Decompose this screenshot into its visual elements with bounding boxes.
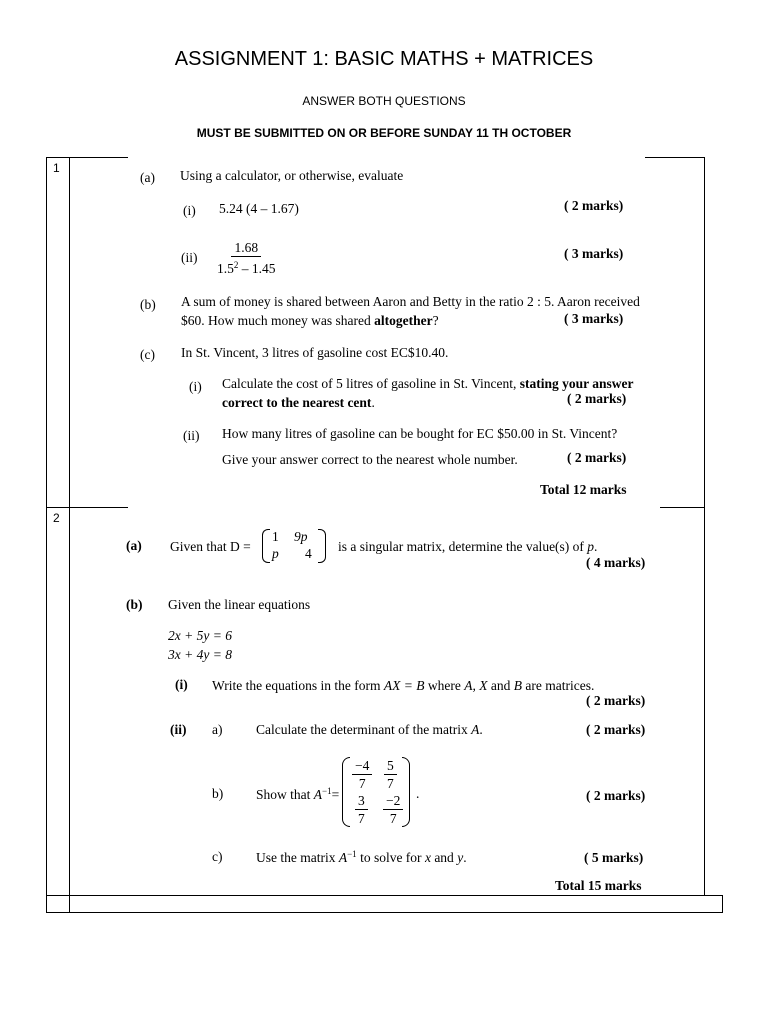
fraction-numerator: 3 bbox=[355, 793, 368, 810]
fraction-denominator: 7 bbox=[358, 776, 366, 791]
total-marks: Total 15 marks bbox=[555, 878, 642, 893]
marks: ( 2 marks) bbox=[567, 391, 627, 406]
matrix-entry: 9p bbox=[294, 529, 308, 544]
marks: ( 2 marks) bbox=[586, 722, 646, 737]
punctuation: . bbox=[416, 786, 420, 801]
text: to solve for bbox=[356, 850, 425, 865]
subpart-label: (ii) bbox=[181, 250, 198, 265]
part-text: Given the linear equations bbox=[168, 597, 311, 612]
text: = bbox=[331, 787, 340, 802]
variable: A bbox=[313, 787, 323, 802]
subpart-label: (ii) bbox=[170, 722, 187, 737]
marks: ( 5 marks) bbox=[584, 850, 644, 865]
fraction-denominator: 7 bbox=[389, 811, 397, 826]
exponent: −1 bbox=[322, 786, 332, 796]
table-row-divider-right bbox=[660, 507, 705, 508]
item-label: a) bbox=[212, 722, 223, 737]
subpart-label: (i) bbox=[189, 379, 202, 394]
text: Write the equations in the form bbox=[212, 678, 384, 693]
table-border-number-column bbox=[69, 157, 70, 913]
table-border-top-right bbox=[645, 157, 705, 158]
table-row-divider bbox=[46, 895, 723, 896]
part-text-line: A sum of money is shared between Aaron and Betty in the ratio 2 : 5. Aaron received bbox=[181, 294, 640, 309]
equation: 3x + 4y = 8 bbox=[168, 647, 232, 662]
part-text bbox=[338, 539, 597, 555]
part-text-line bbox=[222, 395, 375, 411]
deadline: MUST BE SUBMITTED ON OR BEFORE SUNDAY 11 TH OCTOBER bbox=[196, 126, 572, 140]
text: ? bbox=[432, 313, 439, 328]
part-text bbox=[256, 849, 467, 866]
fraction-numerator: −2 bbox=[383, 793, 403, 810]
matrix-entry bbox=[355, 793, 368, 826]
total-marks: Total 12 marks bbox=[540, 482, 627, 497]
item-label: c) bbox=[212, 849, 223, 864]
matrix-entry bbox=[383, 793, 403, 826]
fraction-expression bbox=[214, 240, 279, 276]
text: are matrices. bbox=[522, 678, 595, 693]
emphasis: stating your answer bbox=[519, 376, 634, 391]
equation: AX = B bbox=[383, 678, 425, 693]
part-text: Using a calculator, or otherwise, evaluate bbox=[180, 168, 404, 183]
marks: ( 4 marks) bbox=[586, 555, 646, 570]
table-border-left bbox=[46, 157, 47, 913]
variable: A bbox=[471, 722, 480, 737]
table-border-top-left bbox=[46, 157, 128, 158]
part-text-line: Give your answer correct to the nearest whole number. bbox=[222, 452, 518, 467]
text: . bbox=[371, 395, 375, 410]
table-border-right-bottom bbox=[722, 895, 723, 913]
part-text bbox=[256, 722, 483, 738]
equation: 2x + 5y = 6 bbox=[168, 628, 232, 643]
text: where bbox=[424, 678, 465, 693]
part-text: Given that D = bbox=[170, 539, 251, 554]
marks: ( 2 marks) bbox=[586, 788, 646, 803]
marks: ( 2 marks) bbox=[567, 450, 627, 465]
fraction-denominator: 7 bbox=[387, 776, 394, 791]
table-border-right bbox=[704, 157, 705, 895]
question-number: 1 bbox=[53, 161, 60, 175]
exponent: −1 bbox=[347, 849, 357, 859]
question-number: 2 bbox=[53, 511, 60, 525]
fraction-denominator: 7 bbox=[358, 811, 365, 826]
den-rest: – 1.45 bbox=[238, 261, 276, 276]
part-text bbox=[212, 678, 594, 694]
emphasis: altogether bbox=[374, 313, 433, 328]
text: Show that bbox=[256, 787, 314, 802]
part-label: (a) bbox=[140, 170, 155, 185]
variable: x bbox=[424, 850, 431, 865]
fraction-numerator: 1.68 bbox=[231, 240, 261, 257]
matrix-entry bbox=[352, 758, 372, 791]
subpart-label: (ii) bbox=[183, 428, 200, 443]
marks: ( 2 marks) bbox=[564, 198, 624, 213]
text: . bbox=[479, 722, 483, 737]
text: Use the matrix bbox=[256, 850, 339, 865]
part-text-line bbox=[181, 313, 439, 329]
part-text-line bbox=[222, 376, 634, 392]
part-label: (c) bbox=[140, 347, 155, 362]
fraction-numerator: −4 bbox=[352, 758, 372, 775]
variable: A, X bbox=[464, 678, 488, 693]
part-text: In St. Vincent, 3 litres of gasoline cost EC$10.40. bbox=[181, 345, 449, 360]
marks: ( 3 marks) bbox=[564, 246, 624, 261]
part-label: (b) bbox=[126, 597, 143, 612]
matrix-entry: 4 bbox=[305, 546, 312, 561]
text: . bbox=[463, 850, 467, 865]
den-base: 1.5 bbox=[217, 261, 234, 276]
table-border-bottom bbox=[46, 912, 723, 913]
part-label: (b) bbox=[140, 297, 156, 312]
matrix-bracket-left bbox=[342, 757, 350, 827]
instructions: ANSWER BOTH QUESTIONS bbox=[302, 94, 466, 108]
part-text bbox=[256, 786, 339, 803]
text: and bbox=[430, 850, 458, 865]
text: Calculate the determinant of the matrix bbox=[256, 722, 472, 737]
text: is a singular matrix, determine the value(s) of bbox=[338, 539, 588, 554]
emphasis: correct to the nearest cent bbox=[222, 395, 372, 410]
matrix-bracket-left bbox=[262, 529, 270, 563]
matrix-bracket-right bbox=[318, 529, 326, 563]
matrix-entry bbox=[384, 758, 397, 791]
expression: 5.24 (4 – 1.67) bbox=[219, 201, 299, 216]
part-text-line: How many litres of gasoline can be bought for EC $50.00 in St. Vincent? bbox=[222, 426, 618, 441]
part-label: (a) bbox=[126, 538, 142, 553]
fraction-denominator bbox=[214, 257, 279, 276]
fraction-numerator: 5 bbox=[384, 758, 397, 775]
matrix-entry: 1 bbox=[272, 529, 279, 544]
text: . bbox=[594, 539, 598, 554]
matrix-entry: p bbox=[272, 546, 279, 561]
text: $60. How much money was shared bbox=[181, 313, 375, 328]
page-title: ASSIGNMENT 1: BASIC MATHS + MATRICES bbox=[174, 48, 594, 70]
subpart-label: (i) bbox=[183, 203, 196, 218]
variable: p bbox=[587, 539, 595, 554]
variable: y bbox=[457, 850, 464, 865]
text: Calculate the cost of 5 litres of gasoline in St. Vincent, bbox=[222, 376, 520, 391]
item-label: b) bbox=[212, 786, 224, 801]
marks: ( 3 marks) bbox=[564, 311, 624, 326]
table-row-divider-left bbox=[46, 507, 128, 508]
subpart-label: (i) bbox=[175, 677, 188, 692]
marks: ( 2 marks) bbox=[586, 693, 646, 708]
text: and bbox=[487, 678, 514, 693]
variable: B bbox=[513, 678, 523, 693]
variable: A bbox=[338, 850, 348, 865]
den-exponent: 2 bbox=[233, 260, 239, 270]
